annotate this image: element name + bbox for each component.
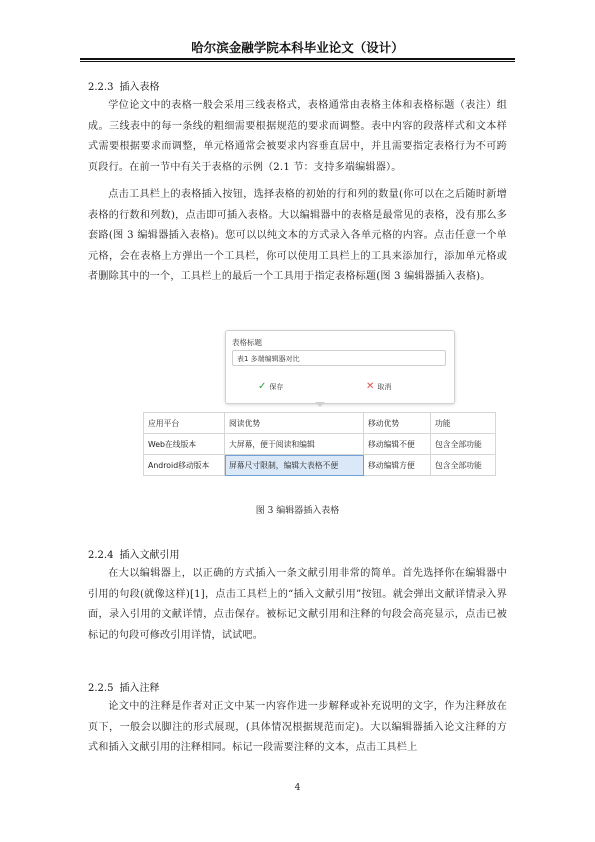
- close-icon: ✕: [366, 381, 375, 392]
- save-button[interactable]: [258, 381, 283, 392]
- table-row: [144, 413, 496, 434]
- section-number: 2.2.5: [88, 683, 114, 694]
- section-title: 插入注释: [119, 683, 160, 694]
- page-header-title: 哈尔滨金融学院本科毕业论文（设计）: [191, 40, 404, 55]
- section-heading-2-2-3: [88, 78, 159, 93]
- figure-editor-table: [143, 330, 500, 482]
- table-caption-popup: [225, 330, 455, 404]
- cancel-button[interactable]: [366, 381, 391, 392]
- page-number: 4: [294, 783, 301, 793]
- section-heading-2-2-4: [88, 546, 179, 561]
- table-cell[interactable]: 包含全部功能: [431, 455, 496, 476]
- table-cell[interactable]: Web在线版本: [144, 434, 225, 455]
- section-title: 插入表格: [119, 82, 160, 93]
- table-row: [144, 455, 496, 476]
- table-cell-selected[interactable]: 屏幕尺寸限制，编辑大表格不便: [225, 455, 364, 476]
- table-cell[interactable]: Android移动版本: [144, 455, 225, 476]
- paragraph: 在大以编辑器上，以正确的方式插入一条文献引用非常的简单。首先选择你在编辑器中引用的句段(就像这样)[1]，点击工具栏上的“插入文献引用”按钮。就会弹出文献详情录入界面，录入引用的文献详情，点击保存。被标记文献引用和注释的句段会高亮显示，点击已被标记的句段可修改引用详情，试试吧。: [88, 568, 507, 641]
- caption-field-label: 表格标题: [232, 338, 262, 347]
- paragraph: 点击工具栏上的表格插入按钮，选择表格的初始的行和列的数量(你可以在之后随时新增表格的行数和列数)，点击即可插入表格。大以编辑器中的表格是最常见的表格，没有那么多套路(图 3 编辑器插入表格)。您可以以纯文本的方式录入各单元格的内容。点击任意一个单元格，会在表格上方弹出一个工具栏，你可以使用工具栏上的工具来添加行，添加单元格或者删除其中的一个，工具栏上的最后一个工具用于指定表格标题(图 3 编辑器插入表格)。: [88, 189, 507, 283]
- table-cell[interactable]: 包含全部功能: [431, 434, 496, 455]
- table-cell[interactable]: 移动编辑方便: [364, 455, 431, 476]
- figure-caption: 图 3 编辑器插入表格: [255, 506, 340, 516]
- table-cell[interactable]: 应用平台: [144, 413, 225, 434]
- table-row: [144, 434, 496, 455]
- caption-input[interactable]: 表1 多端编辑器对比: [232, 350, 446, 366]
- section-number: 2.2.4: [88, 550, 114, 561]
- table-cell[interactable]: 大屏幕，便于阅读和编辑: [225, 434, 364, 455]
- header-rule-thick: [80, 58, 515, 60]
- table-cell[interactable]: 移动编辑不便: [364, 434, 431, 455]
- cancel-label: 取消: [377, 382, 392, 391]
- section-title: 插入文献引用: [119, 550, 180, 561]
- paragraph: 论文中的注释是作者对正文中某一内容作进一步解释或补充说明的文字，作为注释放在页下，一般会以脚注的形式展现，(具体情况根据规范而定)。大以编辑器插入论文注释的方式和插入文献引用的注释相同。标记一段需要注释的文本，点击工具栏上: [88, 701, 507, 754]
- section-heading-2-2-5: [88, 679, 159, 694]
- table-cell[interactable]: 阅读优势: [225, 413, 364, 434]
- popup-pointer: [315, 402, 325, 407]
- header-rule-thin: [80, 61, 515, 62]
- section-number: 2.2.3: [88, 82, 114, 93]
- paragraph: 学位论文中的表格一般会采用三线表格式，表格通常由表格主体和表格标题（表注）组成。三线表中的每一条线的粗细需要根据规范的要求而调整。表中内容的段落样式和文本样式需要根据要求而调整，单元格通常会被要求内容垂直居中，并且需要指定表格行为不可跨页段行。在前一节中有关于表格的示例（2.1 节：支持多端编辑器）。: [88, 100, 507, 173]
- table-cell[interactable]: 移动优势: [364, 413, 431, 434]
- comparison-table: [143, 412, 496, 476]
- check-icon: ✓: [258, 381, 267, 392]
- save-label: 保存: [269, 382, 284, 391]
- table-cell[interactable]: 功能: [431, 413, 496, 434]
